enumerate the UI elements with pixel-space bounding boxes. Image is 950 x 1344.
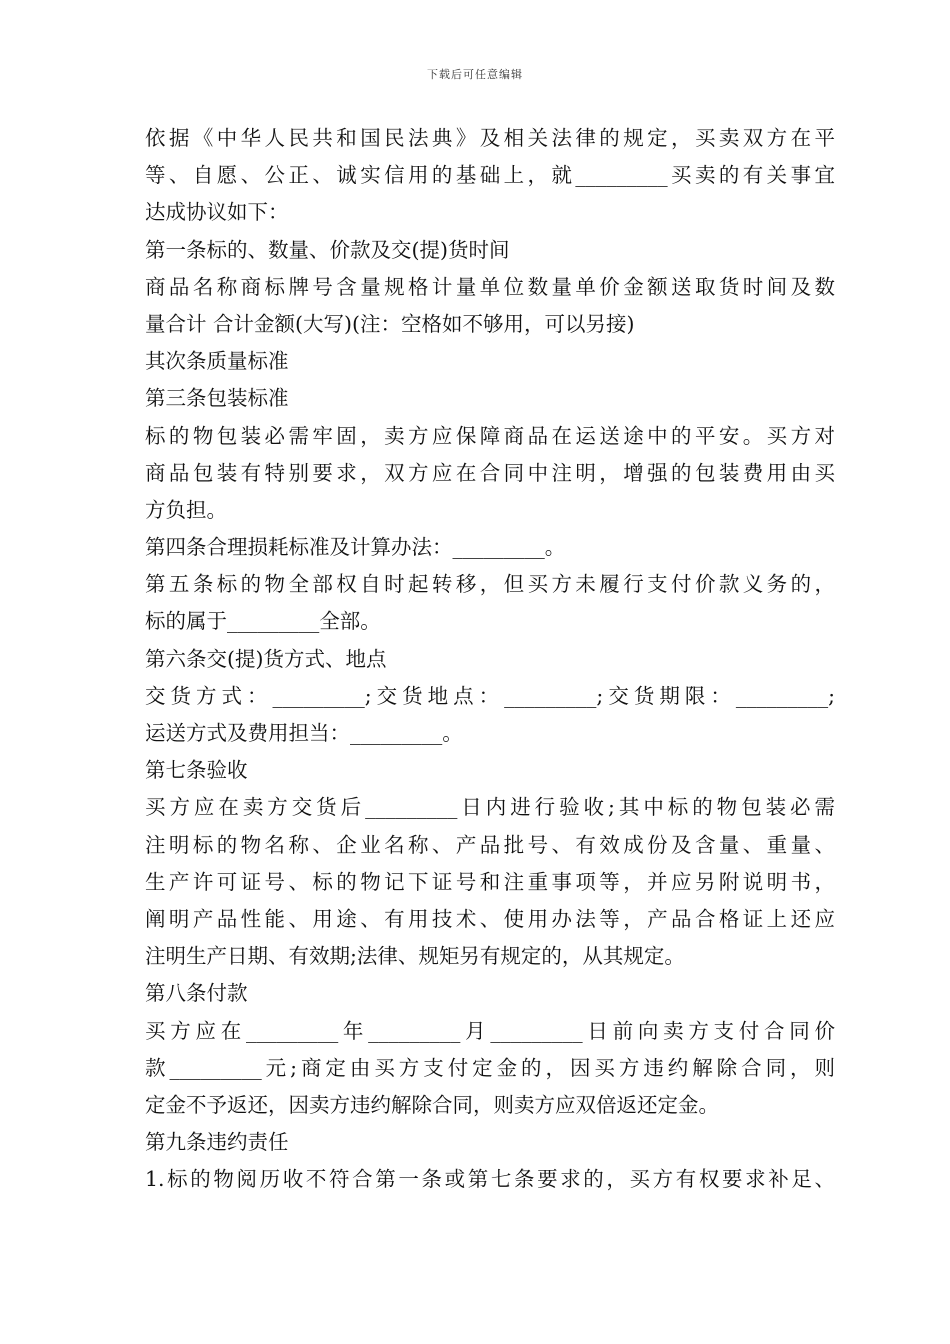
section-heading: 第九条违约责任	[145, 1130, 289, 1155]
contract-body	[145, 120, 835, 1198]
section-heading: 第八条付款	[145, 981, 248, 1006]
body-line: 注明标的物名称、企业名称、产品批号、有效成份及含量、重量、	[145, 832, 835, 857]
body-line: 阐明产品性能、用途、有用技术、使用办法等，产品合格证上还应	[145, 906, 835, 931]
section-heading: 第三条包装标准	[145, 386, 289, 411]
body-line: 运送方式及费用担当：_________。	[145, 721, 463, 745]
body-line: 标的物包装必需牢固，卖方应保障商品在运送途中的平安。买方对	[145, 423, 835, 448]
section-heading: 第四条合理损耗标准及计算办法：_________。	[145, 535, 566, 560]
body-line: 量合计 合计金额(大写)(注：空格如不够用，可以另接)	[145, 311, 635, 336]
section-heading: 第一条标的、数量、价款及交(提)货时间	[145, 237, 510, 262]
section-heading: 第七条验收	[145, 758, 248, 783]
body-line: 生产许可证号、标的物记下证号和注重事项等，并应另附说明书，	[145, 869, 835, 894]
body-line: 商品名称商标牌号含量规格计量单位数量单价金额送取货时间及数	[145, 274, 835, 299]
body-line: 买方应在卖方交货后_________日内进行验收;其中标的物包装必需	[145, 795, 835, 820]
section-heading: 第五条标的物全部权自时起转移，但买方未履行支付价款义务的，	[145, 572, 835, 597]
body-line: 方负担。	[145, 497, 227, 522]
section-heading: 其次条质量标准	[145, 349, 289, 374]
body-line: 买方应在_________年_________月_________日前向卖方支付合同价	[145, 1018, 835, 1043]
body-line: 定金不予返还，因卖方违约解除合同，则卖方应双倍返还定金。	[145, 1092, 719, 1117]
body-line: 交货方式：_________;交货地点：_________;交货期限：_________;	[145, 683, 835, 708]
body-line: 等、自愿、公正、诚实信用的基础上，就_________买卖的有关事宜	[145, 163, 835, 188]
body-line: 标的属于_________全部。	[145, 609, 381, 634]
body-line: 达成协议如下：	[145, 200, 289, 225]
section-heading: 第六条交(提)货方式、地点	[145, 646, 387, 671]
body-line: 1.标的物阅历收不符合第一条或第七条要求的，买方有权要求补足、	[145, 1167, 835, 1192]
page-header-note: 下载后可任意编辑	[427, 68, 523, 81]
body-line: 商品包装有特别要求，双方应在合同中注明，增强的包装费用由买	[145, 460, 835, 485]
body-line: 款_________元;商定由买方支付定金的，因买方违约解除合同，则	[145, 1055, 835, 1080]
body-line: 注明生产日期、有效期;法律、规矩另有规定的，从其规定。	[145, 944, 685, 969]
body-line: 依据《中华人民共和国民法典》及相关法律的规定，买卖双方在平	[145, 126, 835, 150]
